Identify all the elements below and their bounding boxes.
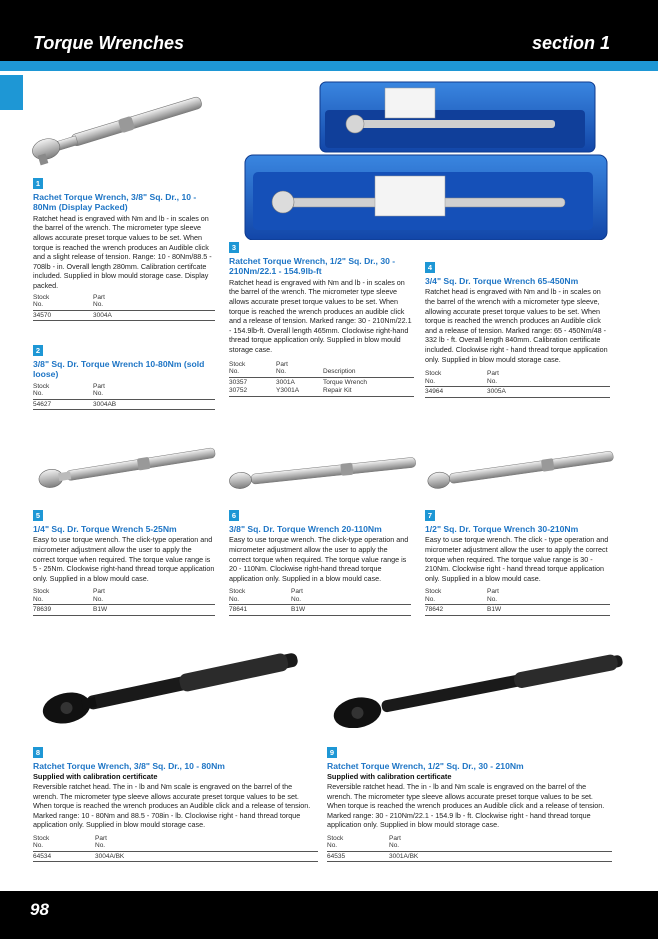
part-no: 3001A [276,378,295,386]
product-title: Ratchet Torque Wrench, 3/8" Sq. Dr., 10 - 80Nm [33,761,225,771]
product-description: Reversible ratchet head. The in - lb and Nm scale is engraved on the barrel of the wrench. The micrometer type sleeve allows accurate preset torque values to be set. When torque is reached the wrench produces an Audible click and a release of tension. Marked range: 10 - 80Nm and 88.5 - 708in - lb. Clockwise right - hand thread torque application only. Supplied in blow mould storage case. [33,782,311,830]
section-side-tab [0,75,23,110]
section-label: section 1 [531,33,610,53]
item-description: Torque Wrench [323,378,367,386]
header-accent-strip [0,61,658,71]
product-7-image [424,440,619,498]
product-number-badge: 9 [327,747,337,758]
product-title: 1/2" Sq. Dr. Torque Wrench 30-210Nm [425,524,579,534]
product-number-badge: 8 [33,747,43,758]
col-part-no: Part No. [95,835,318,852]
col-part-no: Part No. [389,835,612,852]
product-5-image [28,436,223,498]
table-row [33,605,215,616]
part-no: 3004AB [93,399,215,410]
product-description: Reversible ratchet head. The in - lb and Nm scale is engraved on the barrel of the wrench. The micrometer type sleeve allows accurate preset torque values to be set. When torque is reached the wrench produces an Audible click and a release of tension. Marked range: 30 - 210Nm/22.1 - 154.9 lb - ft. Clockwise right - hand thread torque application only. Supplied in blow mould storage case. [327,782,605,830]
col-stock-no: Stock No. [229,588,291,605]
spec-table [327,835,612,863]
product-title: Rachet Torque Wrench, 3/8" Sq. Dr., 10 - 80Nm (Display Packed) [33,192,197,213]
spec-table [33,835,318,863]
product-5 [33,510,215,616]
product-8-image [30,645,310,725]
product-number-badge: 1 [33,178,43,189]
table-row [327,851,612,862]
table-row [425,605,610,616]
col-part-no: Part No. [487,370,610,387]
product-description: Easy to use torque wrench. The click-type operation and micrometer adjustment allow the user to apply the correct torque when required. The torque value range is 20 - 110Nm. Clockwise right-hand thread torque application only. Supplied in a blow mould case. [229,535,409,583]
col-stock-no: Stock No. [33,588,93,605]
product-description: Ratchet head is engraved with Nm and lb - in scales on the barrel of the wrench. The micrometer type sleeve allows accurate preset torque values to be set. When torque is reached the wrench produces an Audible click and a slight release of tension. Range: 10 - 80Nm/88.5 - 708lb - in. Overall length 280mm. Calibration certifcate included. Supplied in blow mould storage case. Display packed. [33,213,212,290]
col-description: Description [323,361,414,378]
stock-no: 34964 [425,387,487,398]
table-row [229,386,414,396]
page-number: 98 [30,900,49,919]
product-9 [327,747,612,862]
product-description: Easy to use torque wrench. The click - type operation and micrometer adjustment allow the user to apply the correct torque when required. The torque value range is 30 - 210Nm. Clockwise right - hand thread torque application only. Supplied in a blow mould case. [425,535,609,583]
product-4 [425,262,610,398]
col-stock-no: Stock No. [425,588,487,605]
page-title: Torque Wrenches [33,33,185,53]
stock-no: 30752 [229,386,276,396]
product-description: Easy to use torque wrench. The click-type operation and micrometer adjustment allow the user to apply the correct torque when required. The torque value range is 5 - 25Nm. Clockwise right-hand thread torque application only. Supplied in a blow mould case. [33,535,215,583]
stock-no: 34570 [33,310,93,321]
product-3-case-image [225,80,617,240]
product-title: 1/4" Sq. Dr. Torque Wrench 5-25Nm [33,524,177,534]
stock-no: 64535 [327,851,389,862]
page-footer [0,891,658,939]
table-row [425,387,610,398]
stock-no: 78642 [425,605,487,616]
product-7 [425,510,610,616]
product-title: 3/8" Sq. Dr. Torque Wrench 10-80Nm (sold loose) [33,359,205,380]
spec-table [425,588,610,616]
col-part-no: Part No. [93,588,215,605]
spec-table [33,383,215,411]
product-number-badge: 4 [425,262,435,273]
product-number-badge: 2 [33,345,43,356]
part-no: Y3001A [276,386,323,396]
spec-table [229,361,414,397]
col-stock-no: Stock No. [33,383,93,400]
col-stock-no: Stock No. [327,835,389,852]
col-part-no: Part No. [93,294,215,311]
product-1 [33,178,215,321]
stock-no: 30357 [229,378,248,386]
col-stock-no: Stock No. [229,361,276,378]
part-no: B1W [93,605,215,616]
product-title: Ratchet Torque Wrench, 1/2" Sq. Dr., 30 - 210Nm [327,761,524,771]
table-row [229,605,411,616]
product-3 [229,242,414,397]
product-title: 3/8" Sq. Dr. Torque Wrench 20-110Nm [229,524,382,534]
product-1-image [25,88,210,168]
part-no: 3001A/BK [389,851,612,862]
part-no: 3004A [93,310,215,321]
product-subtitle: Supplied with calibration certificate [327,772,452,782]
stock-no: 54627 [33,399,93,410]
col-part-no: Part No. [276,361,323,378]
table-row [229,377,414,386]
col-part-no: Part No. [487,588,610,605]
product-8 [33,747,318,862]
table-row [33,310,215,321]
item-description: Repair Kit [323,386,414,396]
product-title: Ratchet Torque Wrench, 1/2" Sq. Dr., 30 - 210Nm/22.1 - 154.9lb-ft [229,256,396,277]
col-part-no: Part No. [291,588,411,605]
product-number-badge: 7 [425,510,435,521]
table-row [33,399,215,410]
spec-table [33,294,215,322]
product-number-badge: 6 [229,510,239,521]
page-header [0,0,658,61]
product-subtitle: Supplied with calibration certificate [33,772,158,782]
product-9-image [325,648,635,728]
product-number-badge: 3 [229,242,239,253]
col-stock-no: Stock No. [33,294,93,311]
product-description: Ratchet head is engraved with Nm and lb - in scales on the barrel of the wrench with a micrometer type sleeve, allowing accurate preset torque values to be set. When torque is reached the wrench produces an Audible click and a release of tension. Marked range: 65 - 450Nm/48 - 332 lb - ft. Overall length 840mm. Calibration certificate included. Clockwise right - hand thread torque application only. Supplied in blow mould storage case. [425,287,608,364]
col-part-no: Part No. [93,383,215,400]
product-description: Ratchet head is engraved with Nm and lb - in scales on the barrel of the wrench. The micrometer type sleeve allows accurate preset torque values to be set. When torque is reached the wrench produces an audible click and a release of tension. Marked range: 30 - 210Nm/22.1 - 154.9lb-ft. Overall length 465mm. Clockwise right-hand thread torque application only. Supplied in blow mould storage case. [229,277,412,354]
product-2 [33,345,215,410]
spec-table [229,588,411,616]
stock-no: 78639 [33,605,93,616]
product-6 [229,510,411,616]
table-row [33,851,318,862]
product-number-badge: 5 [33,510,43,521]
stock-no: 78641 [229,605,291,616]
part-no: 3005A [487,387,610,398]
spec-table [33,588,215,616]
part-no: 3004A/BK [95,851,318,862]
stock-no: 64534 [33,851,95,862]
col-stock-no: Stock No. [425,370,487,387]
product-6-image [226,445,421,500]
product-title: 3/4" Sq. Dr. Torque Wrench 65-450Nm [425,276,579,286]
part-no: B1W [291,605,411,616]
part-no: B1W [487,605,610,616]
col-stock-no: Stock No. [33,835,95,852]
spec-table [425,370,610,398]
